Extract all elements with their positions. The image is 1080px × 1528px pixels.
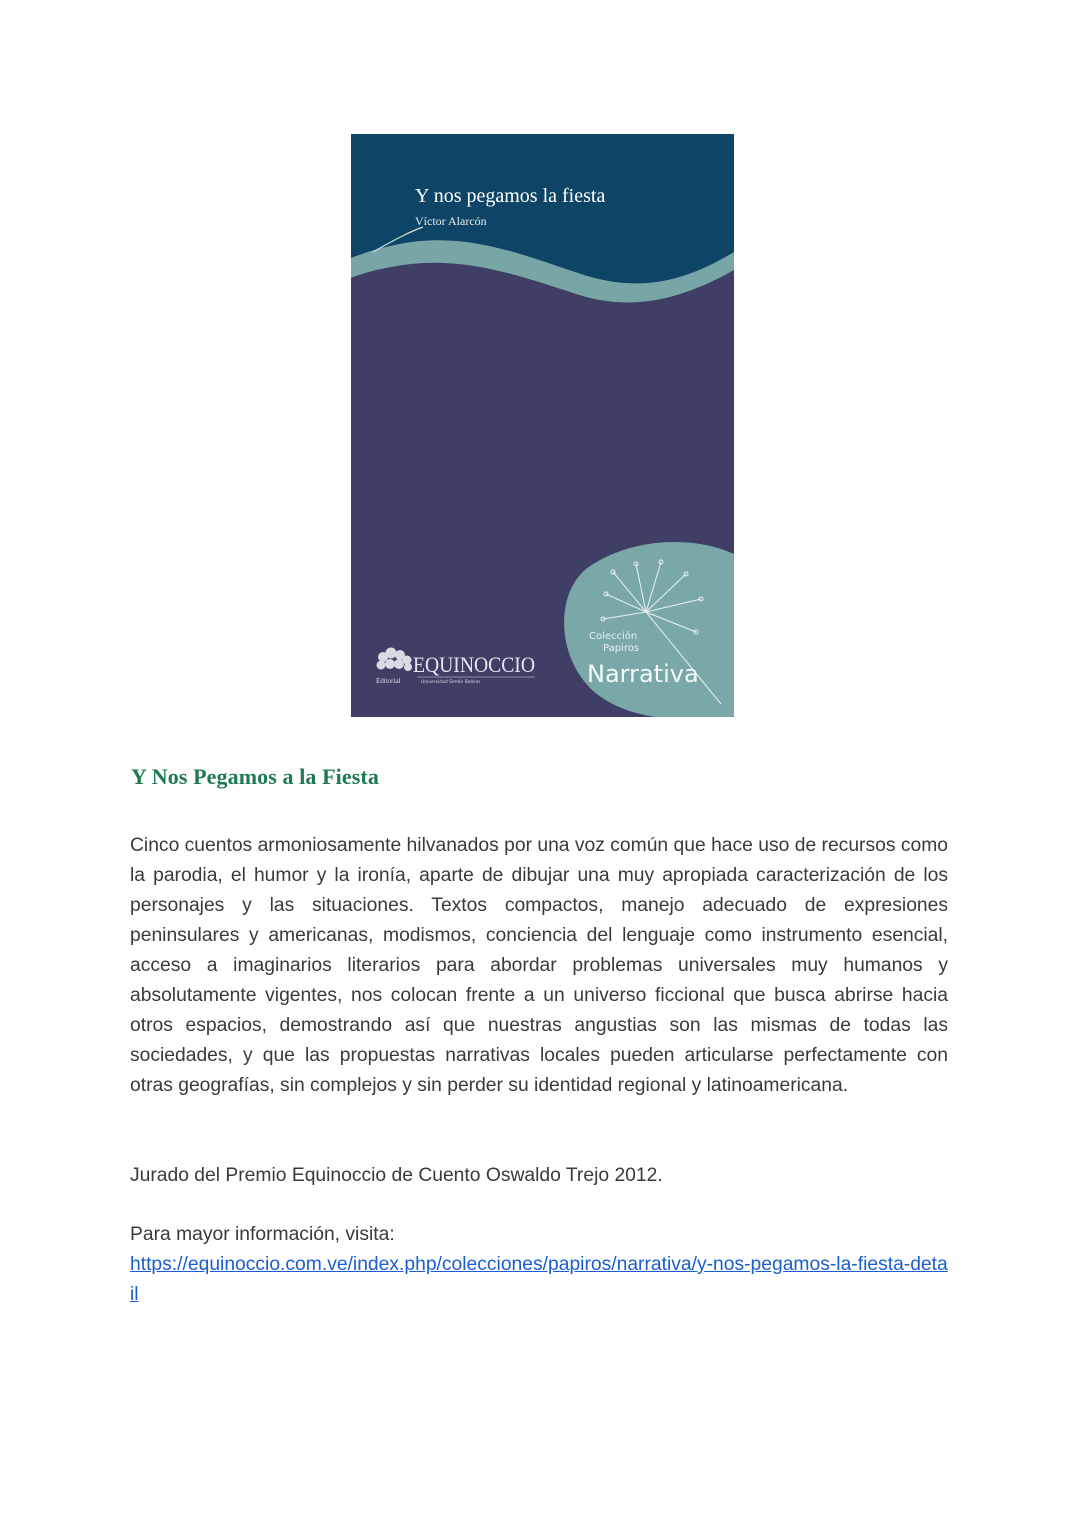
publisher-prefix: Editorial: [376, 677, 401, 685]
publisher-subtitle: Universidad Simón Bolívar: [421, 680, 481, 685]
book-detail-link[interactable]: https://equinoccio.com.ve/index.php/colecciones/papiros/narrativa/y-nos-pegamos-la-fiesta-detail: [130, 1254, 948, 1305]
publisher-name: EQUINOCCIO: [413, 652, 535, 677]
book-cover-image: [351, 134, 734, 717]
description-paragraph: Cinco cuentos armoniosamente hilvanados por una voz común que hace uso de recursos como la parodia, el humor y la ironía, aparte de dibujar una muy apropiada caracterización de los personajes y las situaciones. Textos compactos, manejo adecuado de expresiones peninsulares y americanas, modismos, conciencia del lenguaje como instrumento esencial, acceso a imaginarios literarios para abordar problemas universales muy humanos y absolutamente vigentes, nos colocan frente a un universo ficcional que busca abrirse hacia otros espacios, demostrando así que nuestras angustias son las mismas de todas las sociedades, y que las propuestas narrativas locales pueden articularse perfectamente con otras geografías, sin complejos y sin perder su identidad regional y latinoamericana.: [130, 835, 948, 1096]
article-heading: Y Nos Pegamos a la Fiesta: [131, 764, 379, 789]
collection-label: Colección: [589, 631, 638, 642]
cover-title: Y nos pegamos la fiesta: [415, 185, 606, 207]
jury-note: Jurado del Premio Equinoccio de Cuento Oswaldo Trejo 2012.: [130, 1165, 663, 1186]
more-info-block: [130, 1220, 948, 1310]
cover-author: Víctor Alarcón: [415, 214, 487, 228]
collection-series: Papiros: [603, 643, 640, 654]
collection-name: Narrativa: [587, 660, 699, 688]
more-info-label: Para mayor información, visita:: [130, 1224, 395, 1245]
